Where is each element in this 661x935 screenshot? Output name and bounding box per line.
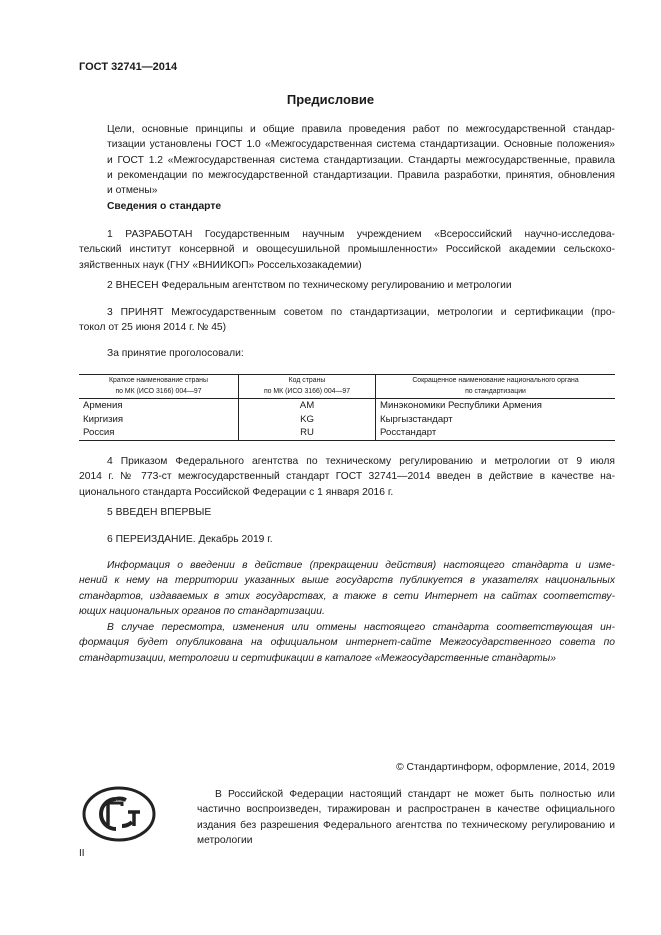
- intro-line: Цели, основные принципы и общие правила проведения работ по межгосударственной стандар-: [107, 124, 615, 135]
- item-6: 6 ПЕРЕИЗДАНИЕ. Декабрь 2019 г.: [107, 534, 273, 545]
- table-cell-country: Армения: [83, 400, 123, 411]
- table-cell-country: Киргизия: [83, 413, 124, 425]
- table-cell-code: RU: [239, 426, 376, 440]
- item-5: 5 ВВЕДЕН ВПЕРВЫЕ: [107, 507, 212, 518]
- gost-r-certification-mark-icon: [82, 786, 156, 842]
- info-heading: Сведения о стандарте: [107, 201, 222, 212]
- intro-line: и ГОСТ 1.2 «Межгосударственная система стандартизации. Стандарты межгосударственные, правила: [107, 154, 615, 166]
- table-row: [79, 413, 615, 427]
- info-italic-2-line: формация будет опубликована на официальном интернет-сайте Межгосударственного совета по: [79, 637, 615, 649]
- item-4-line: ционального стандарта Российской Федерации с 1 января 2016 г.: [79, 486, 394, 498]
- item-1-line: зяйственных наук (ГНУ «ВНИИКОП» Россельхозакадемии): [79, 259, 362, 271]
- notice-line: издания без разрешения Федерального агентства по техническому регулированию и: [197, 819, 615, 831]
- notice-line: В Российской Федерации настоящий стандарт не может быть полностью или: [215, 789, 615, 800]
- item-4: [79, 454, 615, 500]
- copyright-notice: [197, 787, 615, 848]
- table-row: [79, 399, 615, 413]
- item-3-line: токол от 25 июня 2014 г. № 45): [79, 322, 227, 334]
- intro-line: и рекомендации по межгосударственной стандартизации. Правила разработки, принятия, обновления: [107, 169, 615, 181]
- info-italic-1-line: нений к нему на территории указанных выше государств публикуется в указателях национальных: [79, 575, 615, 587]
- info-italic-1-line: ющих национальных органов по стандартизации.: [79, 605, 325, 617]
- item-1: [79, 227, 615, 273]
- info-italic-1: [79, 558, 615, 619]
- table-cell-code: AM: [239, 399, 376, 413]
- document-code: ГОСТ 32741—2014: [79, 61, 178, 73]
- table-header-code: Код страны по МК (ИСО 3166) 004—97: [239, 375, 376, 399]
- intro-line: и отмены»: [107, 185, 158, 197]
- intro-line: тизации установлены ГОСТ 1.0 «Межгосударственная система стандартизации. Основные положения»: [107, 139, 615, 151]
- item-3: [79, 305, 615, 336]
- voting-states-table: [79, 374, 615, 441]
- info-italic-2-line: В случае пересмотра, изменения или отмены настоящего стандарта соответствующая ин-: [107, 622, 615, 633]
- item-4-line: 2014 г. № 773-ст межгосударственный стандарт ГОСТ 32741—2014 введен в действие в качестве на-: [79, 471, 615, 483]
- table-header-organization: Сокращенное наименование национального органа по стандартизации: [376, 375, 616, 399]
- copyright-line: © Стандартинформ, оформление, 2014, 2019: [396, 762, 615, 773]
- table-cell-code: KG: [239, 413, 376, 427]
- page-title: Предисловие: [286, 92, 375, 107]
- item-1-line: тельский институт консервной и овощесушильной промышленности» Российской академии сельскохо-: [79, 244, 615, 256]
- page-number: II: [79, 848, 85, 859]
- info-italic-2-line: стандартизации, метрологии и сертификации в каталоге «Межгосударственные стандарты»: [79, 652, 556, 664]
- table-cell-organization: Кыргызстандарт: [376, 413, 616, 427]
- table-cell-organization: Минэкономики Республики Армения: [376, 399, 616, 413]
- table-cell-country: Россия: [79, 426, 239, 440]
- notice-line: метрологии: [197, 834, 253, 846]
- item-3-line: 3 ПРИНЯТ Межгосударственным советом по стандартизации, метрологии и сертификации (про-: [107, 307, 615, 318]
- item-1-line: 1 РАЗРАБОТАН Государственным научным учреждением «Всероссийский научно-исследова-: [107, 229, 615, 240]
- table-header-row: [79, 375, 615, 399]
- voted-label: За принятие проголосовали:: [107, 348, 244, 359]
- info-italic-2: [79, 620, 615, 666]
- info-italic-1-line: стандартов, издаваемых в этих государствах, а также в сети Интернет на сайтах соответству-: [79, 590, 615, 602]
- table-header-country: Краткое наименование страны по МК (ИСО 3166) 004—97: [79, 375, 239, 399]
- item-4-line: 4 Приказом Федерального агентства по техническому регулированию и метрологии от 9 июля: [107, 456, 615, 467]
- intro-paragraph: [79, 122, 615, 198]
- info-italic-1-line: Информация о введении в действие (прекращении действия) настоящего стандарта и изме-: [107, 560, 615, 571]
- table-row: [79, 426, 615, 440]
- table-cell-organization: Росстандарт: [376, 426, 616, 440]
- item-2: 2 ВНЕСЕН Федеральным агентством по техническому регулированию и метрологии: [107, 280, 512, 291]
- notice-line: частично воспроизведен, тиражирован и распространен в качестве официального: [197, 804, 615, 816]
